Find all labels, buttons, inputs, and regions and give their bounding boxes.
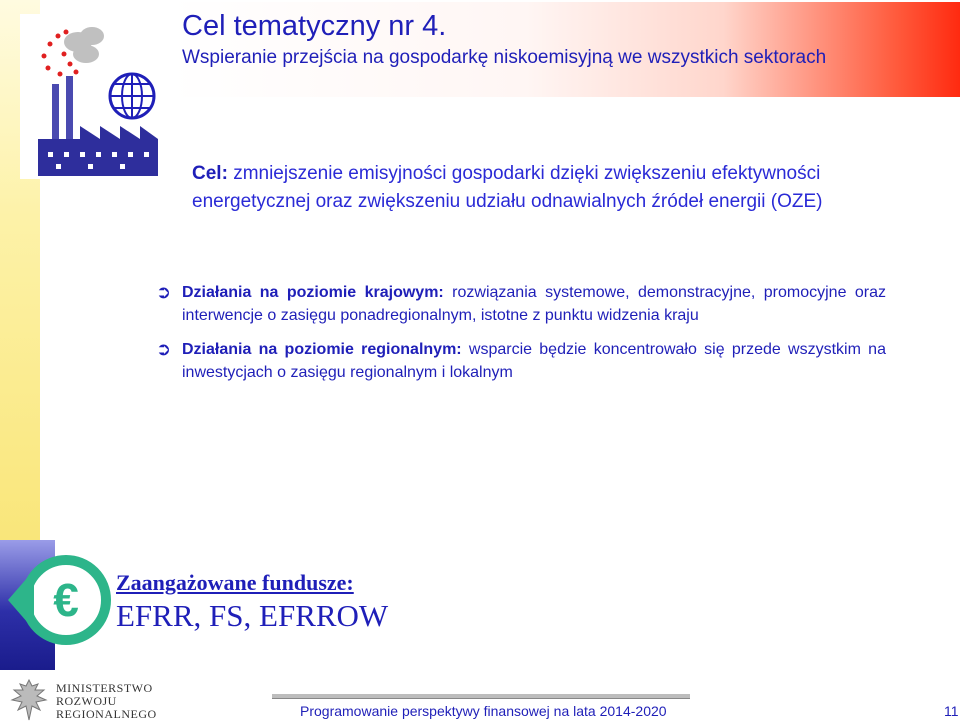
footer-divider [272, 694, 690, 699]
bullet-content [182, 281, 886, 327]
goal-label: Cel: [192, 163, 228, 184]
svg-text:€: € [53, 574, 79, 626]
page-subtitle: Wspieranie przejścia na gospodarkę niskoemisyjną we wszystkich sektorach [182, 47, 827, 68]
footer-program: Programowanie perspektywy finansowej na lata 2014-2020 [300, 703, 667, 719]
page-title: Cel tematyczny nr 4. [182, 10, 447, 42]
ministry-line: MINISTERSTWO [56, 681, 153, 695]
factory-globe-icon [20, 14, 170, 179]
euro-icon [4, 548, 114, 648]
arrow-bullet-icon: ➲ [156, 282, 172, 302]
ministry-logo-text [56, 682, 157, 721]
arrow-bullet-icon: ➲ [156, 339, 172, 359]
funds-title: Zaangażowane fundusze: [116, 570, 354, 595]
bullet-text: rozwiązania systemowe, demonstracyjne, promocyjne oraz interwencje o zasięgu ponadregionalnym, istotne z punktu widzenia kraju [182, 284, 886, 324]
goal-block [192, 160, 892, 216]
bullet-label: Działania na poziomie krajowym: [182, 284, 444, 301]
bullet-content [182, 338, 886, 384]
bullet-national [156, 281, 886, 327]
goal-text: zmniejszenie emisyjności gospodarki dzięki zwiększeniu efektywności energetycznej oraz zwiększeniu udziału odnawialnych źródeł energii (OZE) [192, 163, 823, 212]
page-number: 11 [944, 703, 959, 719]
bullet-text: wsparcie będzie koncentrowało się przede wszystkim na inwestycjach o zasięgu regionalnym i lokalnym [182, 341, 886, 381]
bullet-regional [156, 338, 886, 384]
ministry-line: REGIONALNEGO [56, 707, 157, 721]
bullet-label: Działania na poziomie regionalnym: [182, 341, 462, 358]
funds-list: EFRR, FS, EFRROW [116, 598, 389, 633]
ministry-line: ROZWOJU [56, 694, 117, 708]
eagle-emblem-icon [4, 676, 54, 724]
